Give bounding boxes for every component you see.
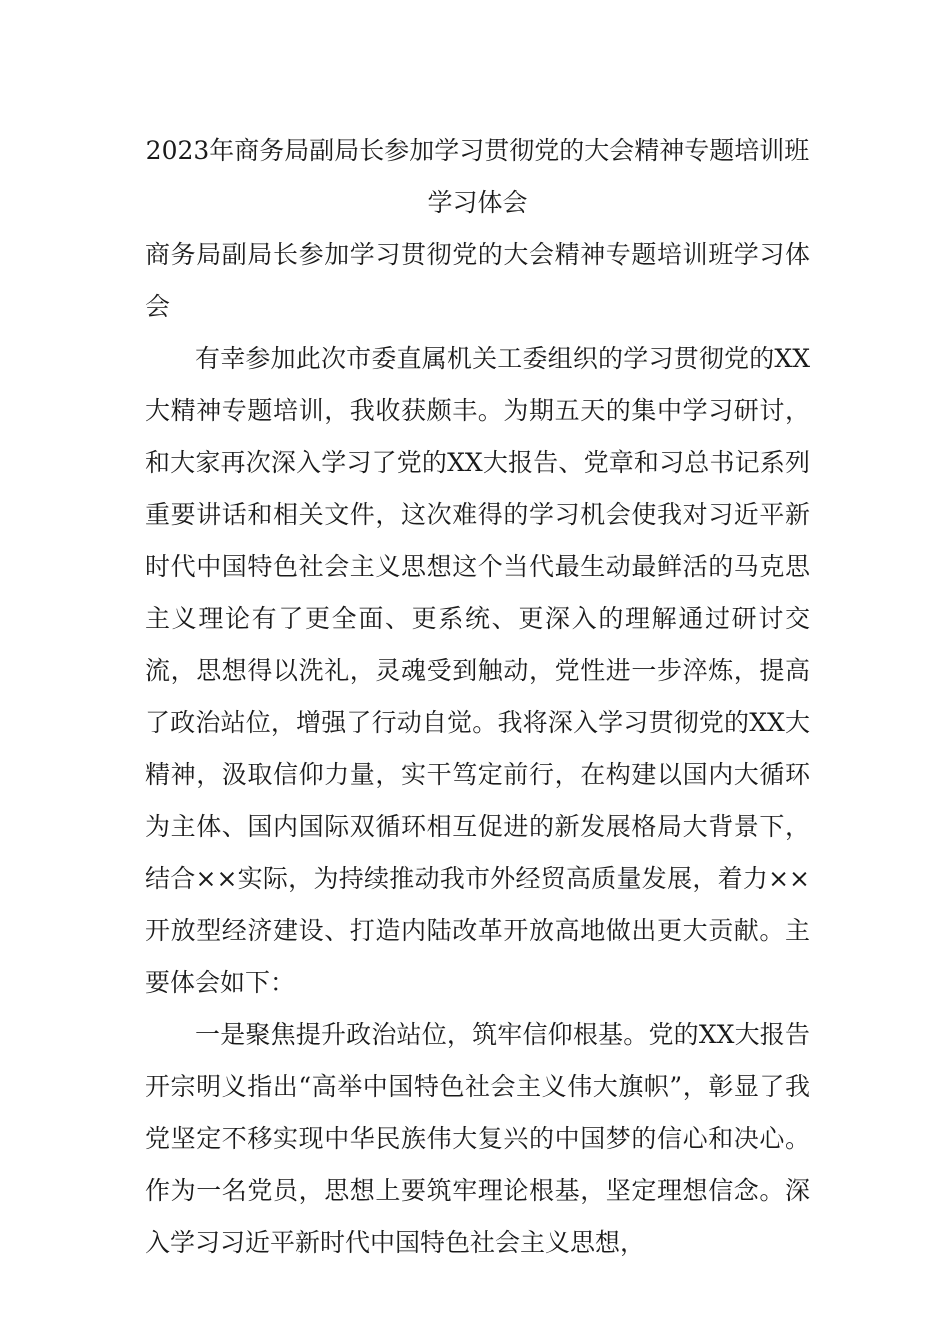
document-subtitle: 商务局副局长参加学习贯彻党的大会精神专题培训班学习体会 [145, 240, 810, 321]
paragraph-intro: 有幸参加此次市委直属机关工委组织的学习贯彻党的XX大精神专题培训，我收获颇丰。为期五天的集中学习研讨，和大家再次深入学习了党的XX大报告、党章和习总书记系列重要讲话和相关文件，这次难得的学习机会使我对习近平新时代中国特色社会主义思想这个当代最生动最鲜活的马克思主义理论有了更全面、更系统、更深入的理解通过研讨交流，思想得以洗礼，灵魂受到触动，党性进一步淬炼，提高了政治站位，增强了行动自觉。我将深入学习贯彻党的XX大精神，汲取信仰力量，实干笃定前行，在构建以国内大循环为主体、国内国际双循环相互促进的新发展格局大背景下，结合××实际，为持续推动我市外经贸高质量发展，着力××开放型经济建设、打造内陆改革开放高地做出更大贡献。主要体会如下： [145, 344, 810, 997]
document-title: 2023年商务局副局长参加学习贯彻党的大会精神专题培训班学习体会 [145, 136, 810, 217]
paragraph-point-one: 一是聚焦提升政治站位，筑牢信仰根基。党的XX大报告开宗明义指出“高举中国特色社会主义伟大旗帜”，彰显了我党坚定不移实现中华民族伟大复兴的中国梦的信心和决心。作为一名党员，思想上要筑牢理论根基，坚定理想信念。深入学习习近平新时代中国特色社会主义思想， [145, 1020, 810, 1257]
document-body [145, 125, 810, 1269]
